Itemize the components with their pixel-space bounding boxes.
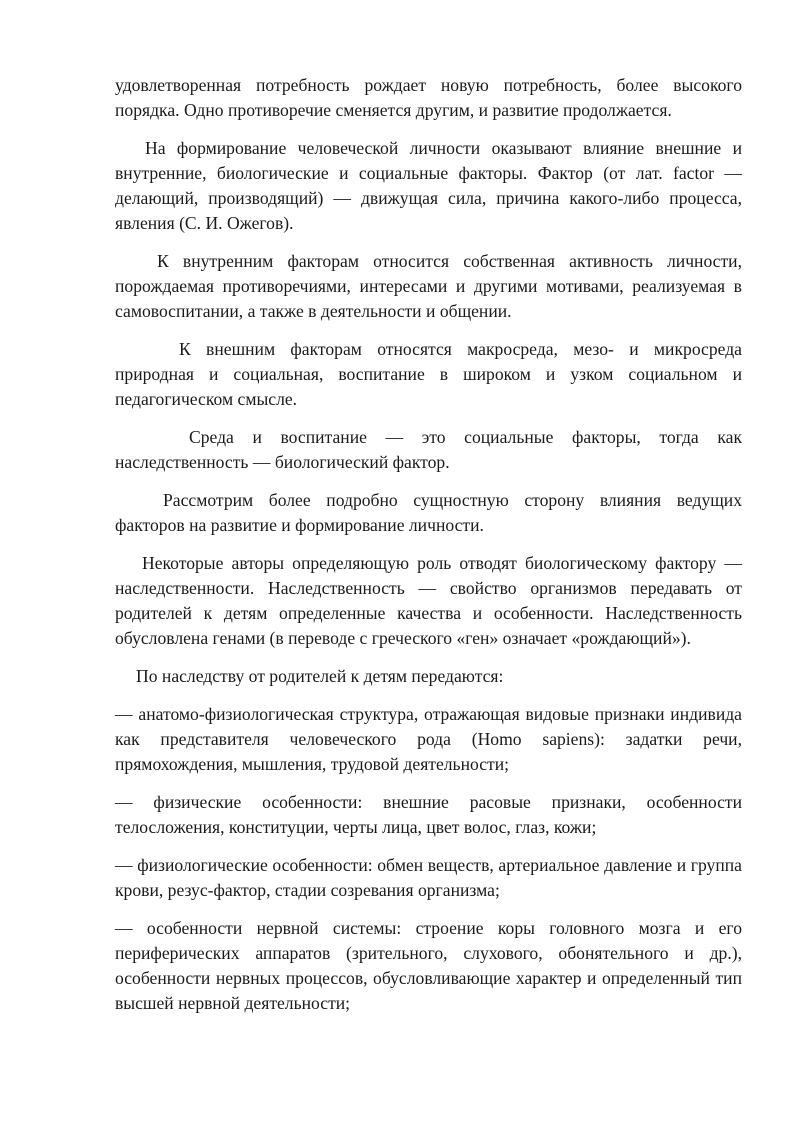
list-item-1: — анатомо-физиологическая структура, отражающая видовые признаки индивида как представителя человеческого рода (Homo sapiens): задатки речи, прямохождения, мышления, трудовой деятельности; — [115, 704, 742, 774]
paragraph-2: На формирование человеческой личности оказывают влияние внешние и внутренние, биологические и социальные факторы. Фактор (от лат. factor — делающий, производящий) — движущая сила, причина какого-либо процесса, явления (С. И. Ожегов). — [115, 138, 742, 233]
paragraph-8: По наследству от родителей к детям передаются: — [136, 666, 504, 686]
paragraph-5: Среда и воспитание — это социальные факторы, тогда как наследственность — биологический фактор. — [115, 427, 742, 472]
list-item-2: — физические особенности: внешние расовые признаки, особенности телосложения, конституции, черты лица, цвет волос, глаз, кожи; — [115, 792, 742, 837]
paragraph-3: К внутренним факторам относится собственная активность личности, порождаемая противоречиями, интересами и другими мотивами, реализуемая в самовоспитании, а также в деятельности и общении. — [115, 251, 742, 321]
document-body — [115, 73, 742, 1029]
paragraph-1: удовлетворенная потребность рождает новую потребность, более высокого порядка. Одно противоречие сменяется другим, и развитие продолжается. — [115, 75, 742, 120]
paragraph-6: Рассмотрим более подробно сущностную сторону влияния ведущих факторов на развитие и формирование личности. — [115, 490, 742, 535]
paragraph-7: Некоторые авторы определяющую роль отводят биологическому фактору — наследственности. Наследственность — свойство организмов передавать от родителей к детям определенные качества и особенности. Наследственность обусловлена генами (в переводе с греческого «ген» означает «рождающий»). — [115, 553, 742, 648]
list-item-3: — физиологические особенности: обмен веществ, артериальное давление и группа крови, резус-фактор, стадии созревания организма; — [115, 855, 742, 900]
paragraph-4: К внешним факторам относятся макросреда, мезо- и микросреда природная и социальная, воспитание в широком и узком социальном и педагогическом смысле. — [115, 339, 742, 409]
list-item-4: — особенности нервной системы: строение коры головного мозга и его периферических аппаратов (зрительного, слухового, обонятельного и др.), особенности нервных процессов, обусловливающие характер и определенный тип высшей нервной деятельности; — [115, 918, 742, 1013]
